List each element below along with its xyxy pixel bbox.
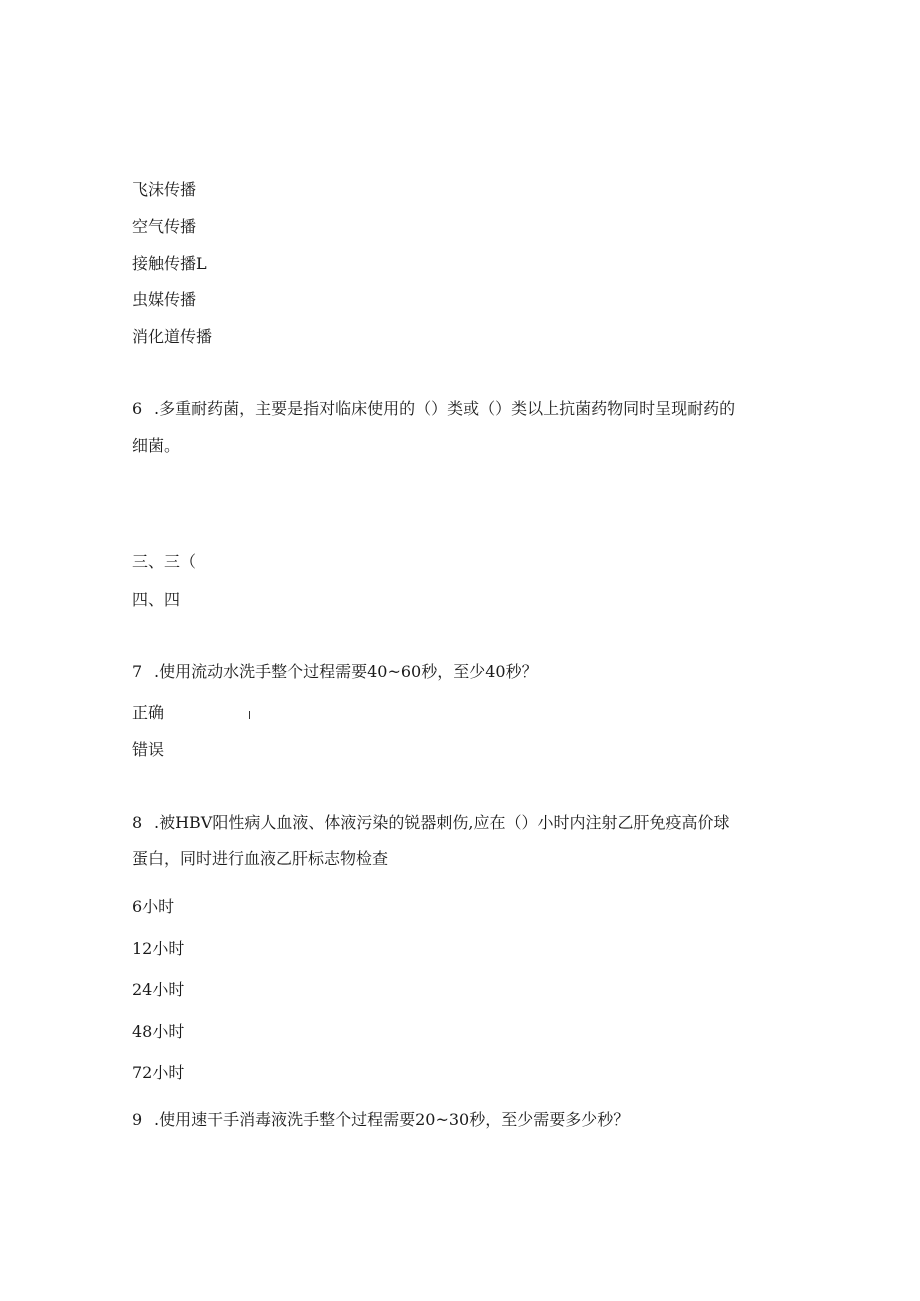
q6-number: 6	[132, 399, 143, 418]
q9-text: .使用速干手消毒液洗手整个过程需要20~30秒，至少需要多少秒？	[154, 1110, 630, 1129]
q5-option-d: 虫媒传播	[132, 290, 197, 309]
q5-option-a: 飞沫传播	[132, 180, 197, 199]
q7-text: .使用流动水洗手整个过程需要40~60秒，至少40秒？	[154, 662, 538, 681]
q6-text-line1: .多重耐药菌，主要是指对临床使用的（）类或（）类以上抗菌药物同时呈现耐药的	[154, 399, 736, 418]
q7-stem	[132, 662, 538, 682]
q9-number: 9	[132, 1110, 143, 1129]
q6-stem-line2: 细菌。	[132, 436, 181, 455]
q8-text-line1: .被HBV阳性病人血液、体液污染的锐器刺伤,应在（）小时内注射乙肝免疫高价球	[154, 813, 730, 832]
q7-number: 7	[132, 662, 143, 681]
q6-stem-line1	[132, 399, 735, 419]
q8-stem-line1	[132, 813, 729, 833]
q8-option-e: 72小时	[132, 1063, 185, 1082]
q9-stem	[132, 1110, 629, 1130]
q5-option-c: 接触传播L	[132, 254, 207, 273]
q8-option-d: 48小时	[132, 1022, 185, 1041]
stray-mark	[249, 711, 250, 719]
q8-option-b: 12小时	[132, 939, 185, 958]
q5-option-b: 空气传播	[132, 217, 197, 236]
q8-option-c: 24小时	[132, 980, 185, 999]
q7-option-wrong: 错误	[132, 740, 165, 759]
q8-number: 8	[132, 813, 143, 832]
q8-option-a: 6小时	[132, 897, 175, 916]
q8-stem-line2: 蛋白，同时进行血液乙肝标志物检查	[132, 849, 389, 868]
q5-option-e: 消化道传播	[132, 327, 213, 346]
q6-option-b: 四、四	[132, 590, 181, 609]
q6-option-a: 三、三（	[132, 552, 197, 571]
q7-option-correct: 正确	[132, 703, 165, 722]
